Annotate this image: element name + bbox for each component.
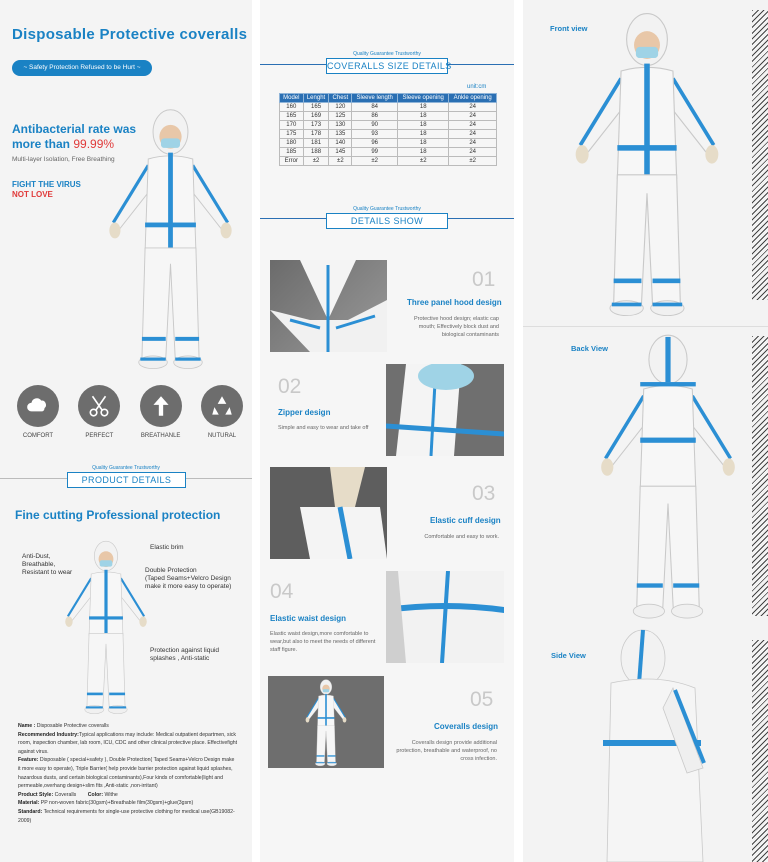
- feature-label: BREATHANLE: [140, 433, 181, 439]
- size-cell: 18: [398, 112, 449, 121]
- detail-number: 01: [472, 268, 496, 291]
- feature-label: NUTURAL: [207, 433, 237, 439]
- size-cell: 170: [280, 121, 304, 130]
- callout-elastic-brim: Elastic brim: [150, 544, 184, 551]
- section-title-size-details: COVERALLS SIZE DETAILS: [326, 58, 448, 74]
- side-view-label: Side View: [551, 651, 586, 660]
- size-cell: 130: [329, 121, 352, 130]
- spec-feature: Feature: Disposable ( special+safety ), Double Protection( Taped Seams+Velcro Design make it more easy to operate), Triple Barrier( help provide barrier protection against liquid splashes, hazardous dusts, and certain biological contaminants),Four kinds of comfortable(light and permeable,overhang design+slim fits ,Anti-static ,non-irritant): [18, 757, 235, 790]
- size-cell: 173: [303, 121, 329, 130]
- detail-image-hood: [270, 260, 387, 352]
- detail-title: Elastic waist design: [270, 614, 347, 623]
- detail-text: Elastic waist design,more comfortable to wear,but also to meet the needs of different staff figure.: [270, 631, 376, 653]
- feature-comfort: [10, 385, 66, 439]
- size-cell: 18: [398, 121, 449, 130]
- size-cell: 165: [280, 112, 304, 121]
- feature-icons: [10, 385, 250, 439]
- detail-text: Comfortable and easy to work.: [424, 534, 499, 540]
- size-cell: Error: [280, 157, 304, 166]
- size-cell: 125: [329, 112, 352, 121]
- antibacterial-line1: Antibacterial rate was: [12, 122, 137, 136]
- table-row: [280, 103, 497, 112]
- size-cell: 90: [352, 121, 398, 130]
- arrow-up-icon: [148, 393, 174, 419]
- front-view-label: Front view: [550, 24, 588, 33]
- decorative-stripe: [752, 10, 768, 300]
- size-and-details-column: [260, 0, 514, 862]
- size-cell: 180: [280, 139, 304, 148]
- size-header-cell: Sleeve length: [352, 94, 398, 103]
- size-cell: 181: [303, 139, 329, 148]
- size-cell: 185: [280, 148, 304, 157]
- recycle-icon: [209, 393, 235, 419]
- size-table: [279, 93, 497, 166]
- section-tagline: Quality Guarantee Trustworthy: [353, 51, 421, 57]
- back-view-image: [568, 330, 768, 625]
- size-cell: 24: [449, 139, 497, 148]
- front-view-image: [547, 8, 747, 323]
- feature-label: PERFECT: [85, 433, 114, 439]
- detail-title: Three panel hood design: [407, 298, 502, 307]
- size-cell: ±2: [303, 157, 329, 166]
- size-header-cell: Ankle opening: [449, 94, 497, 103]
- table-row: [280, 121, 497, 130]
- table-row: [280, 139, 497, 148]
- back-view-label: Back View: [571, 344, 608, 353]
- table-row: [280, 112, 497, 121]
- feature-label: COMFORT: [22, 433, 54, 439]
- table-row: [280, 130, 497, 139]
- detail-number: 02: [278, 375, 302, 398]
- safety-pill: ~ Safety Protection Refused to be Hurt ~: [12, 60, 152, 76]
- size-cell: 18: [398, 130, 449, 139]
- side-view-image: [583, 628, 733, 862]
- detail-image-cuff: [270, 467, 387, 559]
- spec-name: Name : Disposable Protective coveralls: [18, 723, 109, 729]
- antibacterial-rate: 99.99%: [73, 137, 115, 151]
- feature-perfect: [71, 385, 127, 439]
- detail-image-waist: [386, 571, 504, 663]
- callout-anti-dust: Anti-Dust, Breathable, Resistant to wear: [22, 553, 73, 576]
- size-cell: 96: [352, 139, 398, 148]
- size-cell: 24: [449, 148, 497, 157]
- size-cell: ±2: [449, 157, 497, 166]
- size-cell: 165: [303, 103, 329, 112]
- size-cell: 160: [280, 103, 304, 112]
- antibacterial-prefix: more than: [12, 137, 71, 151]
- size-cell: 145: [329, 148, 352, 157]
- size-header-cell: Sleeve opening: [398, 94, 449, 103]
- detail-title: Elastic cuff design: [430, 516, 501, 525]
- detail-text: Protective hood design; elastic cap mouth; Effectively block dust and biological contaminants: [414, 316, 499, 338]
- size-cell: 120: [329, 103, 352, 112]
- multi-layer-text: Multi-layer Isolation, Free Breathing: [12, 156, 115, 163]
- feature-natural: [194, 385, 250, 439]
- size-cell: 24: [449, 121, 497, 130]
- detail-text: Simple and easy to wear and take off: [278, 425, 369, 431]
- size-header-cell: Chest: [329, 94, 352, 103]
- spec-standard: Standard: Technical requirements for single-use protective clothing for medical use(GB19082-2009): [18, 808, 235, 824]
- size-cell: 169: [303, 112, 329, 121]
- not-love-text: NOT LOVE: [12, 190, 53, 199]
- size-cell: 84: [352, 103, 398, 112]
- size-header-cell: Model: [280, 94, 304, 103]
- size-cell: 140: [329, 139, 352, 148]
- size-cell: ±2: [352, 157, 398, 166]
- views-column: [523, 0, 768, 862]
- fight-virus-text: FIGHT THE VIRUS: [12, 180, 81, 189]
- size-cell: 178: [303, 130, 329, 139]
- table-row: [280, 148, 497, 157]
- size-cell: 135: [329, 130, 352, 139]
- size-cell: ±2: [398, 157, 449, 166]
- detail-title: Zipper design: [278, 408, 331, 417]
- feature-breathable: [133, 385, 189, 439]
- divider: [523, 326, 768, 327]
- section-tagline: Quality Guarantee Trustworthy: [353, 206, 421, 212]
- detail-number: 05: [470, 688, 494, 711]
- detail-image-coveralls: [268, 676, 384, 768]
- size-cell: 99: [352, 148, 398, 157]
- detail-number: 03: [472, 482, 496, 505]
- page-title: Disposable Protective coveralls: [12, 26, 248, 43]
- decorative-stripe: [752, 640, 768, 862]
- spec-list: [18, 722, 238, 825]
- detail-text: Coveralls design provide additional protection, breathable and waterproof, no cross infection.: [396, 740, 497, 762]
- size-cell: 175: [280, 130, 304, 139]
- size-cell: 86: [352, 112, 398, 121]
- unit-label: unit:cm: [467, 84, 487, 90]
- product-overview-column: [0, 0, 252, 862]
- fine-cutting-title: Fine cutting Professional protection: [15, 508, 221, 522]
- size-cell: 24: [449, 112, 497, 121]
- size-table-header: [280, 94, 497, 103]
- section-tagline: Quality Guarantee Trustworthy: [92, 465, 160, 471]
- scissors-icon: [86, 393, 112, 419]
- spec-material: Material: PP non-woven fabric(30gsm)+Breathable film(30gsm)+glue(3gsm): [18, 800, 194, 807]
- table-row: [280, 157, 497, 166]
- detail-image-zipper: [386, 364, 504, 456]
- size-cell: 18: [398, 103, 449, 112]
- detail-number: 04: [270, 580, 294, 603]
- spec-industry: Recommended Industry:Typical applications may include: Medical outpatient departmen, sick room, inspection chamber, lab room, ICU, CDC and other clinical protective place. Effectivefight against virus.: [18, 731, 238, 755]
- callout-liquid: Protection against liquid splashes , Anti-static: [150, 647, 220, 662]
- cloud-icon: [25, 393, 51, 419]
- size-cell: 24: [449, 130, 497, 139]
- section-title-product-details: PRODUCT DETAILS: [67, 472, 186, 488]
- size-cell: ±2: [329, 157, 352, 166]
- callout-double-protection: Double Protection (Taped Seams+Velcro Design make it more easy to operate): [145, 567, 232, 590]
- coverall-model-image: [88, 105, 252, 375]
- spec-style: Product Style: Coveralls Color: Withe: [18, 791, 118, 798]
- decorative-stripe: [752, 336, 768, 616]
- size-cell: 24: [449, 103, 497, 112]
- size-cell: 18: [398, 139, 449, 148]
- size-cell: 188: [303, 148, 329, 157]
- size-cell: 93: [352, 130, 398, 139]
- section-title-details-show: DETAILS SHOW: [326, 213, 448, 229]
- size-cell: 18: [398, 148, 449, 157]
- detail-title: Coveralls design: [434, 722, 499, 731]
- size-header-cell: Lenght: [303, 94, 329, 103]
